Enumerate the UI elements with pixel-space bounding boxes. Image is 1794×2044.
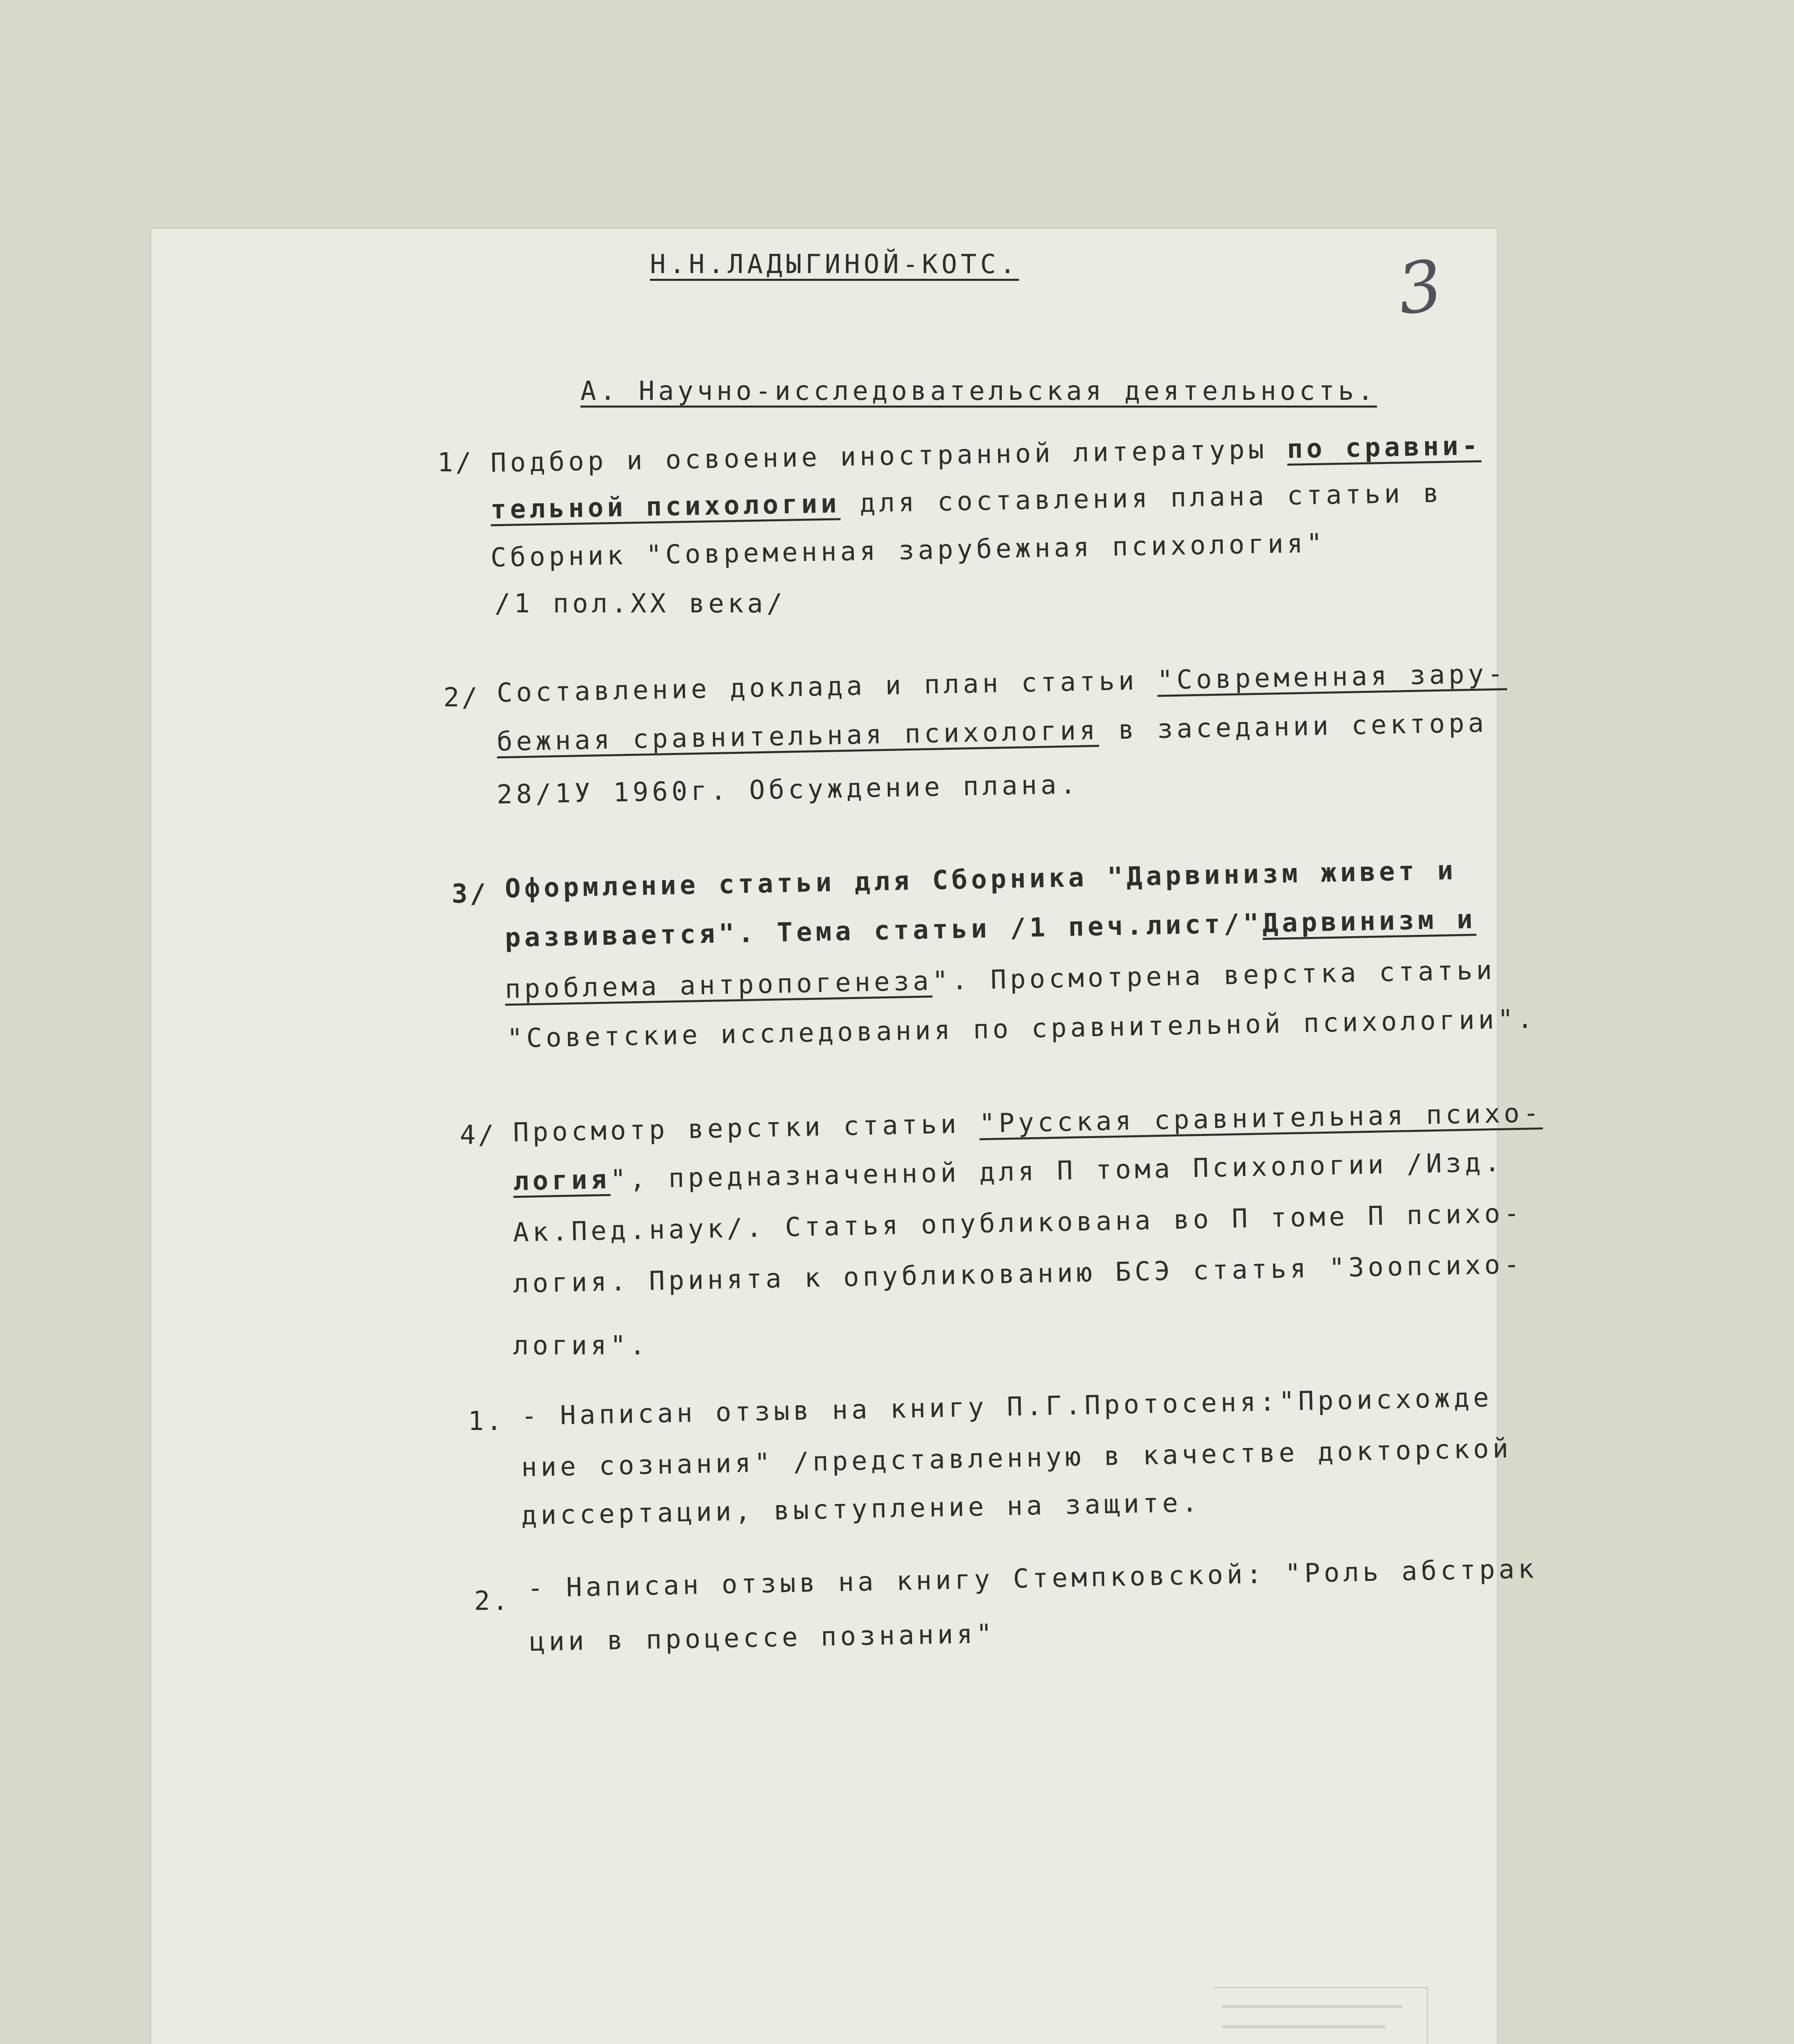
header-name: Н.Н.ЛАДЫГИНОЙ-КОТС. <box>650 249 1019 280</box>
item-line: "Советские исследования по сравнительной психологии". <box>506 1004 1537 1054</box>
item-line: Оформление статьи для Сборника "Дарвинизм живет и <box>504 855 1457 904</box>
item-line: Подбор и освоение иностранной литературы по сравни- <box>490 430 1482 479</box>
item-line: проблема антропогенеза". Просмотрена верстка статьи <box>504 955 1496 1005</box>
section-title: А. Научно-исследовательская деятельность. <box>580 376 1377 406</box>
item-number: 3/ <box>452 879 488 909</box>
item-line: Просмотр верстки статьи "Русская сравнительная психо- <box>513 1098 1543 1148</box>
review-line: - Написан отзыв на книгу П.Г.Протосеня:"Происхожде <box>521 1383 1493 1432</box>
review-number: 2. <box>474 1586 511 1616</box>
review-number: 1. <box>468 1406 505 1437</box>
archive-stamp-faded <box>1214 1987 1428 2044</box>
review-line: ции в процессе познания" <box>529 1619 996 1657</box>
item-line: /1 пол.XX века/ <box>495 589 786 619</box>
item-line: Сборник "Современная зарубежная психология" <box>490 528 1326 573</box>
item-line: логия. Принята к опубликованию БСЭ статья "Зоопсихо- <box>513 1249 1524 1299</box>
item-number: 4/ <box>460 1120 497 1150</box>
item-number: 2/ <box>443 683 480 713</box>
item-line: Ак.Пед.наук/. Статья опубликована во П томе П психо- <box>513 1198 1524 1248</box>
item-line: бежная сравнительная психология в заседании сектора <box>496 708 1488 758</box>
handwritten-page-number: 3 <box>1392 244 1448 331</box>
item-line: логия". <box>513 1331 649 1361</box>
review-line: ние сознания" /представленную в качестве докторской <box>521 1433 1512 1483</box>
item-number: 1/ <box>437 448 474 478</box>
item-line: 28/1У 1960г. Обсуждение плана. <box>496 769 1080 810</box>
review-line: диссертации, выступление на защите. <box>521 1488 1202 1531</box>
item-line: тельной психологии для составления плана статьи в <box>490 478 1443 525</box>
document-page <box>151 229 1543 2044</box>
review-line: - Написан отзыв на книгу Стемпковской: "Роль абстрак <box>527 1554 1538 1604</box>
item-line: Составление доклада и план статьи "Современная зару- <box>496 659 1507 708</box>
item-line: развивается". Тема статьи /1 печ.лист/"Дарвинизм и <box>504 904 1477 953</box>
item-line: логия", предназначенной для П тома Психологии /Изд. <box>513 1147 1504 1197</box>
